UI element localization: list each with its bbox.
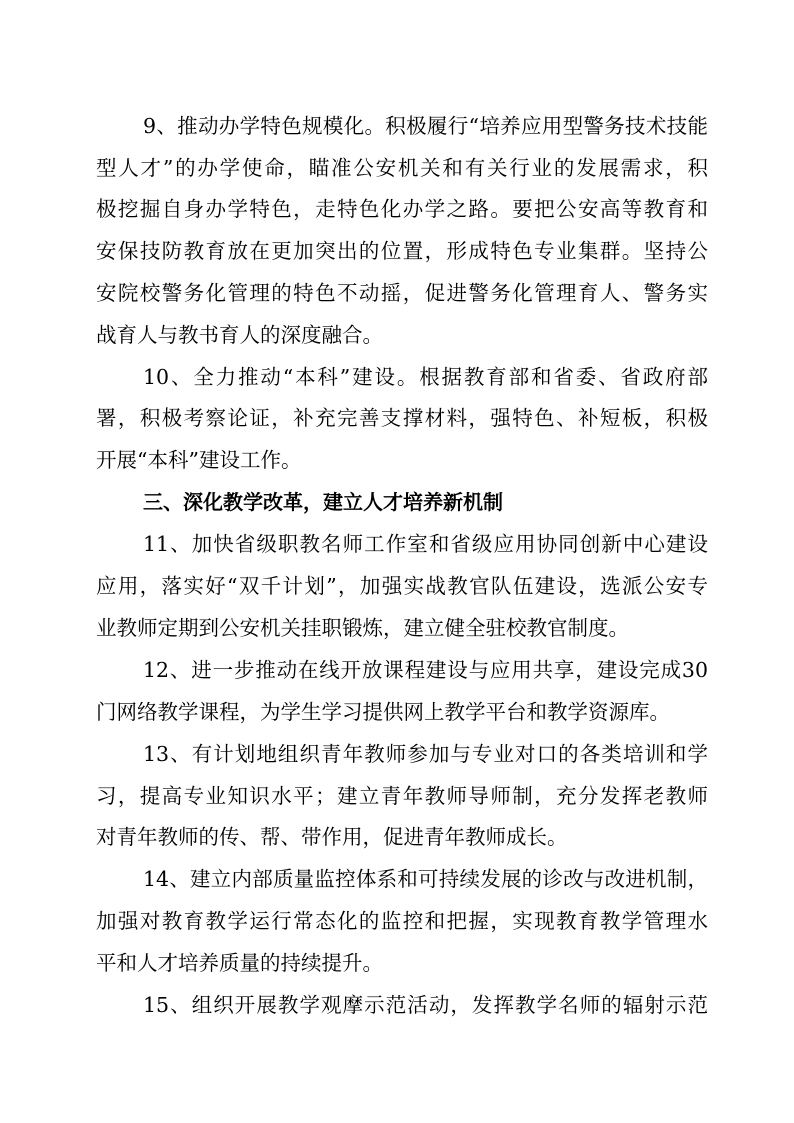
paragraph-13-line-1: 13、有计划地组织青年教师参加与专业对口的各类培训和学 <box>143 742 708 766</box>
paragraph-14-line-1: 14、建立内部质量监控体系和可持续发展的诊改与改进机制， <box>143 867 708 891</box>
paragraph-11-line-1: 11、加快省级职教名师工作室和省级应用协同创新中心建设 <box>143 532 708 556</box>
paragraph-9-line-4: 安保技防教育放在更加突出的位置，形成特色专业集群。坚持公 <box>96 239 708 263</box>
paragraph-14-line-2: 加强对教育教学运行常态化的监控和把握，实现教育教学管理水 <box>96 909 708 933</box>
paragraph-13-line-2: 习，提高专业知识水平；建立青年教师导师制，充分发挥老教师 <box>96 784 708 808</box>
paragraph-10-line-2: 署，积极考察论证，补充完善支撑材料，强特色、补短板，积极 <box>96 406 708 430</box>
paragraph-9-line-1: 9、推动办学特色规模化。积极履行“培养应用型警务技术技能 <box>143 114 708 138</box>
paragraph-14-line-3: 平和人才培养质量的持续提升。 <box>96 951 383 975</box>
paragraph-10-line-3: 开展“本科”建设工作。 <box>96 448 302 472</box>
paragraph-9-line-5: 安院校警务化管理的特色不动摇，促进警务化管理育人、警务实 <box>96 281 708 305</box>
paragraph-13-line-3: 对青年教师的传、帮、带作用，促进青年教师成长。 <box>96 825 568 849</box>
paragraph-10-line-1: 10、全力推动“本科”建设。根据教育部和省委、省政府部 <box>143 365 708 389</box>
paragraph-12-line-1: 12、进一步推动在线开放课程建设与应用共享，建设完成30 <box>143 658 708 682</box>
paragraph-9-line-6: 战育人与教书育人的深度融合。 <box>96 323 383 347</box>
paragraph-11-line-3: 业教师定期到公安机关挂职锻炼，建立健全驻校教官制度。 <box>96 616 629 640</box>
paragraph-9-line-3: 极挖掘自身办学特色，走特色化办学之路。要把公安高等教育和 <box>96 197 708 221</box>
paragraph-9-line-2: 型人才”的办学使命，瞄准公安机关和有关行业的发展需求，积 <box>96 156 708 180</box>
section-heading: 三、深化教学改革，建立人才培养新机制 <box>143 490 503 514</box>
paragraph-12-line-2: 门网络教学课程，为学生学习提供网上教学平台和教学资源库。 <box>96 700 670 724</box>
paragraph-11-line-2: 应用，落实好“双千计划”，加强实战教官队伍建设，选派公安专 <box>96 574 708 598</box>
paragraph-15-line-1: 15、组织开展教学观摩示范活动，发挥教学名师的辐射示范 <box>143 993 708 1017</box>
